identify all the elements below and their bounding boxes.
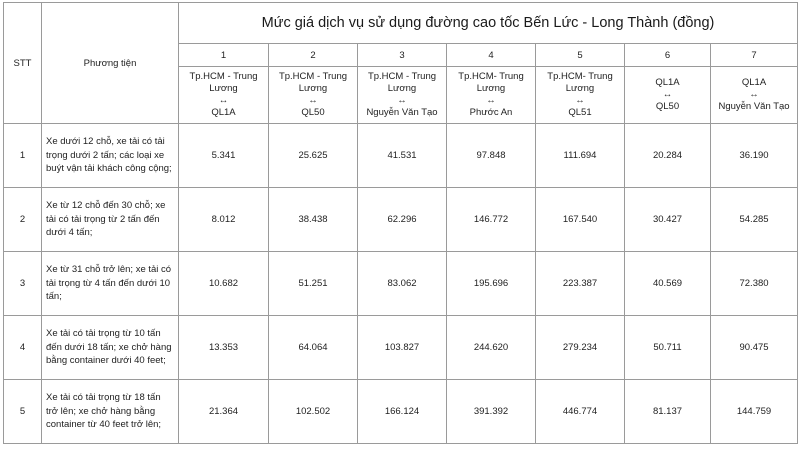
price-cell: 167.540 [536,188,625,252]
bidirectional-arrow-icon: ↔ [218,95,229,106]
bidirectional-arrow-icon: ↔ [397,95,407,106]
price-cell: 10.682 [179,252,269,316]
table-row [4,316,798,380]
column-number: 3 [358,44,447,67]
route-from: QL1A [741,77,767,88]
price-cell: 146.772 [447,188,536,252]
stt-header: STT [4,3,42,124]
route-from: QL1A [655,77,680,88]
route-to: QL50 [655,101,680,112]
bidirectional-arrow-icon: ↔ [662,89,673,100]
route-to: Nguyễn Văn Tạo [366,107,438,118]
price-cell: 83.062 [358,252,447,316]
price-cell: 38.438 [269,188,358,252]
price-cell: 64.064 [269,316,358,380]
bidirectional-arrow-icon: ↔ [486,95,496,106]
column-number: 2 [269,44,358,67]
route-from: Tp.HCM- Trung Lương [458,71,524,94]
row-stt: 1 [4,124,42,188]
route-header [358,67,447,124]
price-cell: 25.625 [269,124,358,188]
row-stt: 4 [4,316,42,380]
column-number: 5 [536,44,625,67]
price-cell: 54.285 [711,188,798,252]
row-stt: 5 [4,380,42,444]
price-cell: 51.251 [269,252,358,316]
route-header [625,67,711,124]
table-row [4,188,798,252]
vehicle-header: Phương tiện [42,3,179,124]
route-from: Tp.HCM - Trung Lương [367,71,437,94]
route-to: QL50 [301,107,325,118]
row-stt: 3 [4,252,42,316]
price-cell: 81.137 [625,380,711,444]
price-cell: 41.531 [358,124,447,188]
price-cell: 279.234 [536,316,625,380]
price-cell: 446.774 [536,380,625,444]
price-cell: 72.380 [711,252,798,316]
bidirectional-arrow-icon: ↔ [308,95,318,106]
route-to: QL51 [568,107,592,118]
route-from: Tp.HCM - Trung Lương [278,71,348,94]
price-cell: 36.190 [711,124,798,188]
price-cell: 195.696 [447,252,536,316]
route-to: QL1A [211,107,236,118]
column-number: 4 [447,44,536,67]
price-cell: 40.569 [625,252,711,316]
vehicle-description: Xe dưới 12 chỗ, xe tải có tải trọng dưới 2 tấn; các loại xe buýt vận tải khách công cộng; [42,124,179,188]
price-cell: 8.012 [179,188,269,252]
price-cell: 30.427 [625,188,711,252]
route-header [447,67,536,124]
price-cell: 144.759 [711,380,798,444]
price-cell: 223.387 [536,252,625,316]
vehicle-description: Xe từ 12 chỗ đến 30 chỗ; xe tải có tải trọng từ 2 tấn đến dưới 4 tấn; [42,188,179,252]
route-header [536,67,625,124]
route-to: Nguyễn Văn Tạo [718,101,790,112]
route-to: Phước An [469,107,513,118]
price-cell: 111.694 [536,124,625,188]
column-number: 6 [625,44,711,67]
price-cell: 62.296 [358,188,447,252]
price-cell: 5.341 [179,124,269,188]
bidirectional-arrow-icon: ↔ [575,95,585,106]
table-row [4,252,798,316]
price-cell: 391.392 [447,380,536,444]
price-cell: 90.475 [711,316,798,380]
price-cell: 50.711 [625,316,711,380]
price-cell: 244.620 [447,316,536,380]
table-row [4,124,798,188]
price-cell: 21.364 [179,380,269,444]
price-cell: 102.502 [269,380,358,444]
row-stt: 2 [4,188,42,252]
price-cell: 166.124 [358,380,447,444]
price-cell: 103.827 [358,316,447,380]
price-cell: 97.848 [447,124,536,188]
price-cell: 20.284 [625,124,711,188]
route-header [179,67,269,124]
route-from: Tp.HCM- Trung Lương [547,71,613,94]
column-number: 1 [179,44,269,67]
table-row [4,380,798,444]
vehicle-description: Xe tải có tải trọng từ 18 tấn trở lên; xe chở hàng bằng container từ 40 feet trở lên; [42,380,179,444]
table-title: Mức giá dịch vụ sử dụng đường cao tốc Bến Lức - Long Thành (đồng) [179,3,798,44]
vehicle-description: Xe từ 31 chỗ trở lên; xe tải có tải trọng từ 4 tấn đến dưới 10 tấn; [42,252,179,316]
column-number: 7 [711,44,798,67]
bidirectional-arrow-icon: ↔ [749,89,759,100]
route-header [269,67,358,124]
route-header [711,67,798,124]
vehicle-description: Xe tải có tải trọng từ 10 tấn đến dưới 18 tấn; xe chở hàng bằng container dưới 40 feet; [42,316,179,380]
price-cell: 13.353 [179,316,269,380]
toll-fee-table [3,2,798,444]
route-from: Tp.HCM - Trung Lương [189,71,258,94]
